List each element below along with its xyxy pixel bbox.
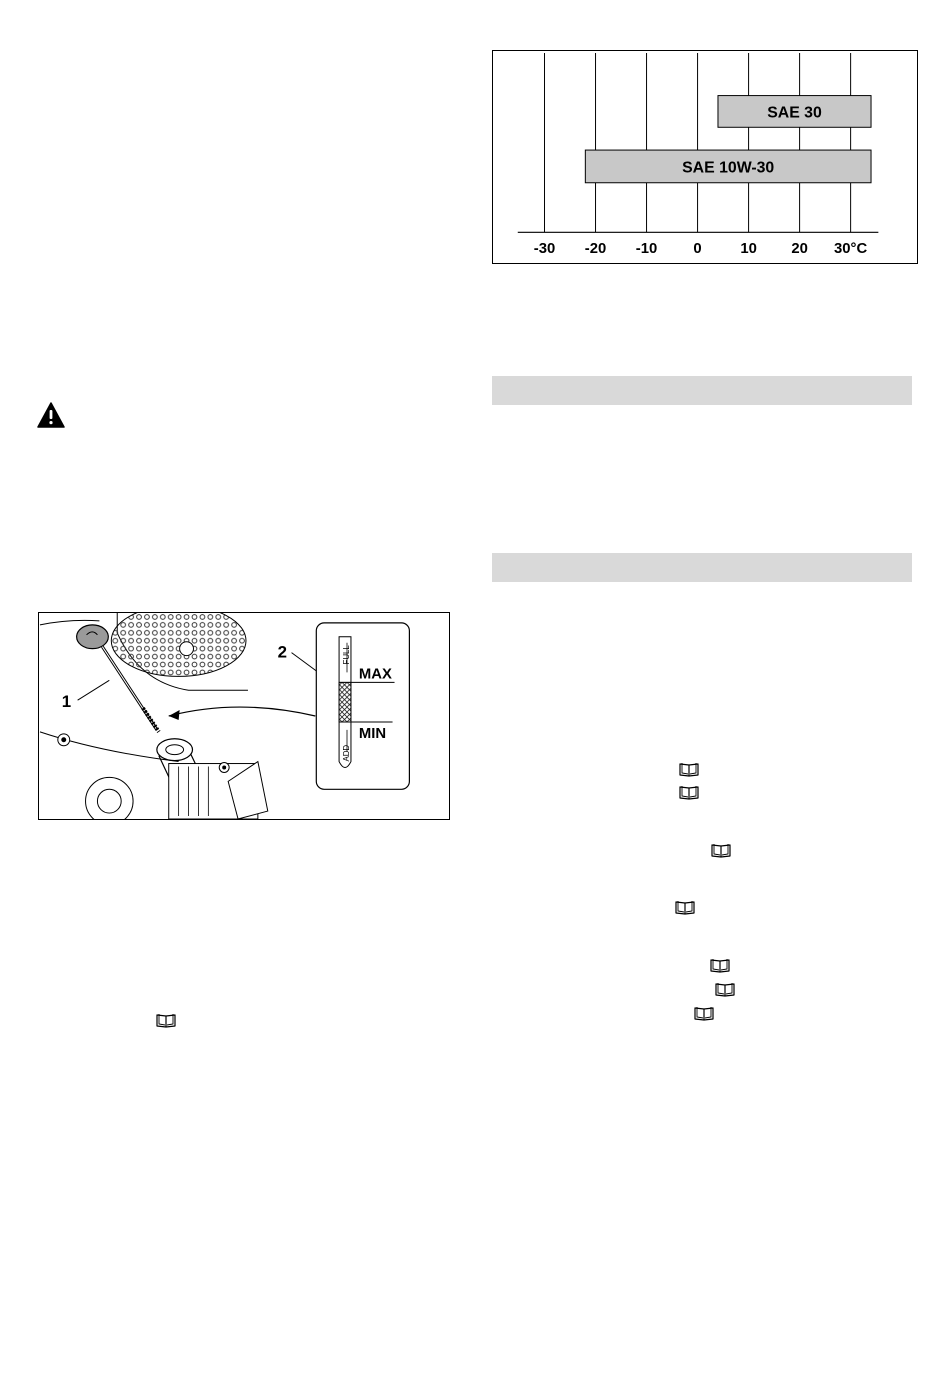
warning-triangle-icon bbox=[37, 402, 65, 428]
section-header-bar-1 bbox=[492, 376, 912, 405]
book-icon bbox=[675, 900, 695, 915]
book-icon bbox=[694, 1006, 714, 1021]
x-tick-label: 30°C bbox=[834, 241, 868, 258]
section-header-bar-2 bbox=[492, 553, 912, 582]
book-icon bbox=[710, 958, 730, 973]
callout-2: 2 bbox=[277, 642, 288, 662]
callout-1: 1 bbox=[61, 692, 72, 712]
book-icon bbox=[679, 762, 699, 777]
dipstick-figure bbox=[38, 612, 450, 820]
dipstick-illustration bbox=[39, 613, 449, 819]
range-bar-label: SAE 30 bbox=[767, 104, 822, 122]
level-max-label: MAX bbox=[358, 666, 392, 683]
dipstick-add-label: ADD bbox=[341, 744, 351, 762]
dipstick-full-label: FULL bbox=[341, 645, 351, 665]
x-tick-label: 10 bbox=[740, 241, 757, 258]
level-min-label: MIN bbox=[358, 725, 387, 742]
sae-chart-svg bbox=[493, 51, 917, 263]
book-icon bbox=[679, 785, 699, 800]
range-bar-label: SAE 10W-30 bbox=[682, 159, 775, 177]
x-tick-label: 0 bbox=[693, 241, 702, 258]
book-icon bbox=[715, 982, 735, 997]
x-tick-label: -10 bbox=[635, 241, 658, 258]
x-tick-label: 20 bbox=[791, 241, 808, 258]
x-tick-label: -20 bbox=[584, 241, 607, 258]
book-icon bbox=[711, 843, 731, 858]
x-tick-label: -30 bbox=[533, 241, 556, 258]
sae-viscosity-chart bbox=[492, 50, 918, 264]
book-icon bbox=[156, 1013, 176, 1028]
